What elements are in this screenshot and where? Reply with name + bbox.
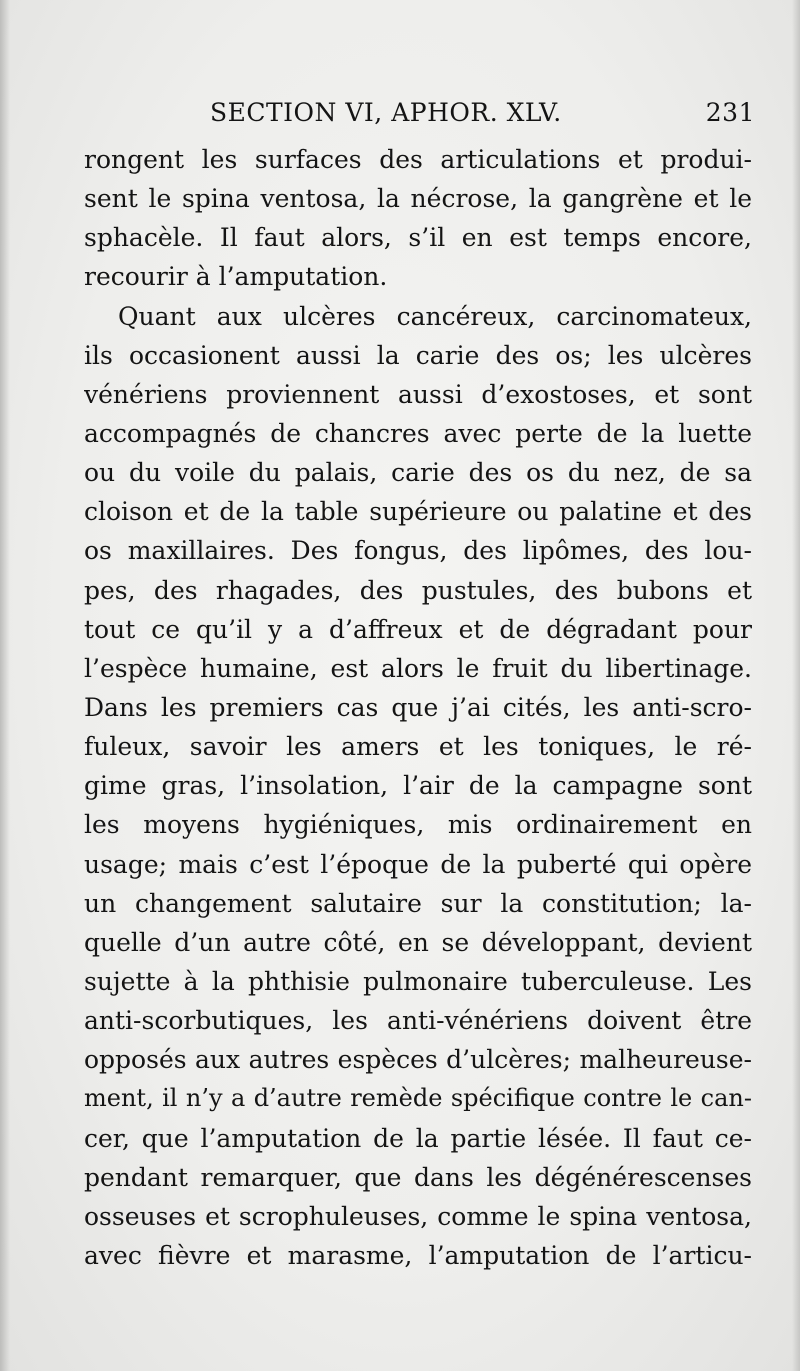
text-line: ils occasionent aussi la carie des os; les ulcères	[84, 340, 752, 370]
text-line: cloison et de la table supérieure ou palatine et des	[84, 497, 752, 527]
text-line: les moyens hygiéniques, mis ordinairement en	[84, 810, 752, 840]
page-header	[210, 98, 755, 138]
text-line: rongent les surfaces des articulations et produi-	[84, 145, 752, 174]
text-line: osseuses et scrophuleuses, comme le spina ventosa,	[84, 1201, 752, 1231]
text-line: avec fièvre et marasme, l’amputation de l’articu-	[84, 1240, 752, 1270]
text-line: pendant remarquer, que dans les dégénérescenses	[84, 1162, 752, 1192]
text-line: tout ce qu’il y a d’affreux et de dégradant pour	[84, 614, 752, 644]
text-line: vénériens proviennent aussi d’exostoses, et sont	[84, 379, 752, 409]
text-line: os maxillaires. Des fongus, des lipômes, des lou-	[84, 536, 752, 566]
text-line: recourir à l’amputation.	[84, 262, 388, 292]
page-left-edge-shadow	[0, 0, 10, 1371]
text-line: opposés aux autres espèces d’ulcères; malheureuse-	[84, 1045, 752, 1075]
text-line: Dans les premiers cas que j’ai cités, les anti-scro-	[84, 692, 752, 722]
text-line: accompagnés de chancres avec perte de la luette	[84, 418, 752, 448]
text-line: gime gras, l’insolation, l’air de la campagne sont	[84, 771, 752, 801]
text-line: cer, que l’amputation de la partie lésée. Il faut ce-	[84, 1123, 752, 1153]
text-line: l’espèce humaine, est alors le fruit du libertinage.	[84, 653, 752, 683]
text-line: quelle d’un autre côté, en se développant, devient	[84, 927, 752, 957]
text-line: usage; mais c’est l’époque de la puberté qui opère	[84, 849, 752, 879]
page-right-edge-shadow	[792, 0, 800, 1371]
text-line: ment, il n’y a d’autre remède spécifique contre le can-	[84, 1084, 752, 1113]
page-number: 231	[705, 98, 755, 127]
text-line: un changement salutaire sur la constitution; la-	[84, 888, 752, 918]
body-text	[84, 140, 752, 1275]
running-head: SECTION VI, APHOR. XLV.	[210, 98, 562, 127]
text-line: pes, des rhagades, des pustules, des bubons et	[84, 575, 752, 605]
text-line: fuleux, savoir les amers et les toniques, le ré-	[84, 732, 752, 762]
text-line: sent le spina ventosa, la nécrose, la gangrène et le	[84, 184, 752, 214]
text-line: sphacèle. Il faut alors, s’il en est temps encore,	[84, 223, 752, 253]
text-line: sujette à la phthisie pulmonaire tuberculeuse. Les	[84, 966, 752, 996]
text-line-paragraph-start: Quant aux ulcères cancéreux, carcinomateux,	[118, 301, 752, 331]
text-line: anti-scorbutiques, les anti-vénériens doivent être	[84, 1006, 752, 1036]
text-line: ou du voile du palais, carie des os du nez, de sa	[84, 458, 752, 488]
